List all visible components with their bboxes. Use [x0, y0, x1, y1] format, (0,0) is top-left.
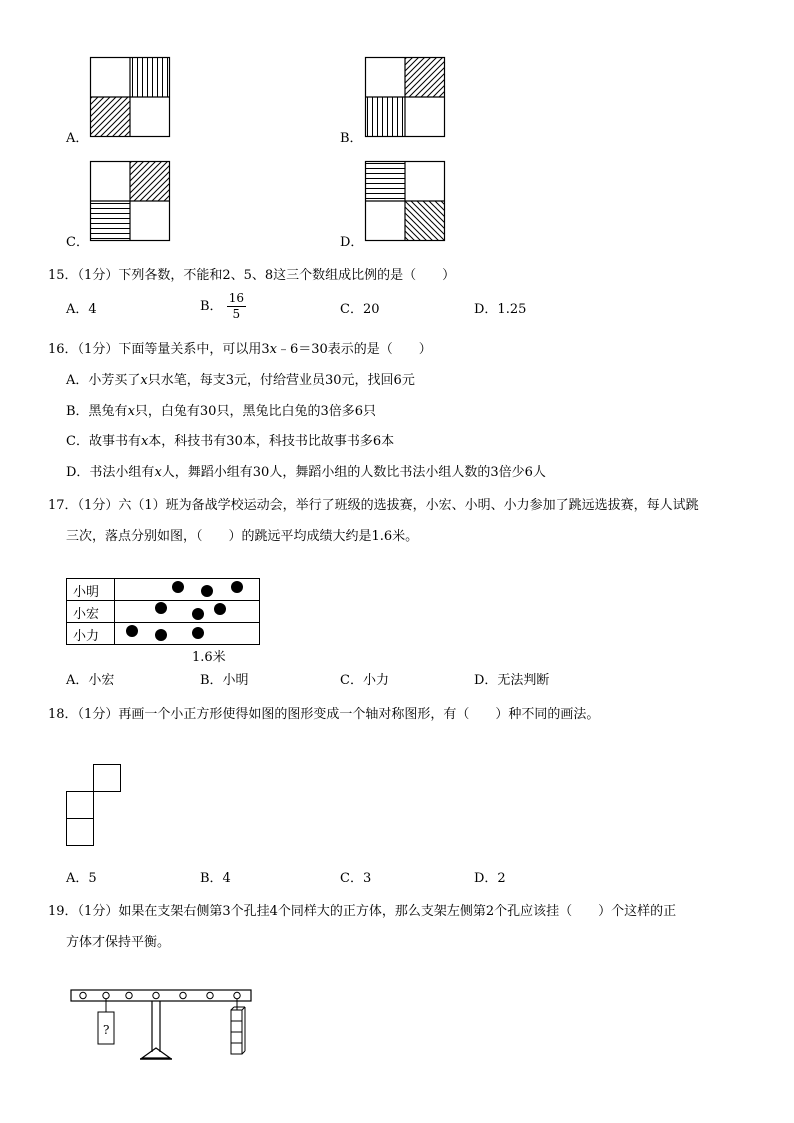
q16-option-c[interactable]: [66, 430, 394, 449]
dot: [172, 581, 184, 593]
q16-option-c-var: x: [140, 434, 149, 449]
q14-option-a-letter[interactable]: A．: [66, 131, 89, 146]
q16-option-c-pre: C．故事书有: [66, 434, 141, 449]
q17-option-d[interactable]: D．无法判断: [474, 673, 550, 688]
q16-option-d-pre: D．书法小组有: [66, 465, 155, 480]
q19-stem-line1: 19．（1分）如果在支架右侧第3个孔挂4个同样大的正方体，那么支架左侧第2个孔应该挂（ ）个这样的正: [48, 904, 677, 919]
q16-option-d[interactable]: [66, 461, 546, 480]
q17-stem-line1: 17．（1分）六（1）班为备战学校运动会，举行了班级的选拔赛，小宏、小明、小力参加了跳远选拔赛，每人试跳: [48, 498, 699, 513]
q15-option-c[interactable]: C．20: [340, 302, 380, 317]
dot: [126, 625, 138, 637]
q15-option-b[interactable]: [200, 291, 246, 322]
dot: [192, 627, 204, 639]
dot: [192, 608, 204, 620]
q16-stem-pre: 16．（1分）下面等量关系中，可以用3: [48, 342, 270, 357]
q16-option-b-pre: B．黑兔有: [66, 404, 128, 419]
q16-stem-post: ﹣6＝30表示的是（ ）: [276, 342, 432, 357]
q17-option-a[interactable]: A．小宏: [66, 673, 115, 688]
q18-option-d[interactable]: D．2: [474, 871, 506, 886]
q18-stem: 18．（1分）再画一个小正方形使得如图的图形变成一个轴对称图形，有（ ）种不同的画法。: [48, 707, 600, 722]
dot: [214, 603, 226, 615]
q15-fraction-denominator: 5: [232, 307, 241, 321]
q17-row-label-xiaoming: 小明: [73, 585, 100, 600]
q14-square-c: [90, 161, 170, 241]
q15-stem: 15．（1分）下列各数，不能和2、5、8这三个数组成比例的是（ ）: [48, 268, 456, 283]
q16-option-b-post: 只，白兔有30只，黑兔比白兔的3倍多6只: [134, 404, 376, 419]
q17-row-label-xiaoli: 小力: [73, 629, 100, 644]
q14-option-c-letter[interactable]: C．: [66, 235, 89, 250]
q14-square-d: [365, 161, 445, 241]
q16-option-d-var: x: [154, 465, 162, 480]
q16-option-a-pre: A．小芳买了: [66, 373, 141, 388]
q19-stem-line2: 方体才保持平衡。: [66, 935, 171, 950]
q18-option-b[interactable]: B．4: [200, 871, 231, 886]
q18-square-figure: [66, 764, 122, 848]
dot: [155, 602, 167, 614]
q16-option-a[interactable]: [66, 369, 415, 388]
q15-fraction: [227, 291, 246, 322]
q16-option-a-var: x: [140, 373, 148, 388]
q14-option-b-letter[interactable]: B．: [340, 131, 363, 146]
q15-option-a[interactable]: A．4: [66, 302, 97, 317]
q18-option-a[interactable]: A．5: [66, 871, 97, 886]
q19-balance-svg: [70, 984, 254, 1064]
q17-stem-line2: 三次，落点分别如图，（ ）的跳远平均成绩大约是1.6米。: [66, 529, 419, 544]
q17-axis-label: 1.6米: [192, 650, 226, 665]
q16-option-c-post: 本，科技书有30本，科技书比故事书多6本: [148, 434, 395, 449]
q16-stem-var: x: [269, 342, 277, 357]
q14-square-a: [90, 57, 170, 137]
dot: [155, 629, 167, 641]
dot: [201, 585, 213, 597]
q18-option-c[interactable]: C．3: [340, 871, 372, 886]
q19-unknown-mark: ?: [103, 1023, 110, 1037]
dot: [231, 581, 243, 593]
q16-stem: [48, 338, 432, 357]
q16-option-b[interactable]: [66, 400, 376, 419]
q16-option-d-post: 人，舞蹈小组有30人，舞蹈小组的人数比书法小组人数的3倍少6人: [161, 465, 546, 480]
q16-option-b-var: x: [127, 404, 135, 419]
q15-option-b-letter: B．: [200, 299, 223, 314]
q17-option-b[interactable]: B．小明: [200, 673, 249, 688]
q15-fraction-numerator: 16: [228, 291, 244, 305]
q17-option-c[interactable]: C．小力: [340, 673, 389, 688]
q14-square-b: [365, 57, 445, 137]
q14-option-d-letter[interactable]: D．: [340, 235, 364, 250]
q15-option-d[interactable]: D．1.25: [474, 302, 527, 317]
q17-row-label-xiaohong: 小宏: [73, 607, 100, 622]
q16-option-a-post: 只水笔，每支3元，付给营业员30元，找回6元: [147, 373, 415, 388]
